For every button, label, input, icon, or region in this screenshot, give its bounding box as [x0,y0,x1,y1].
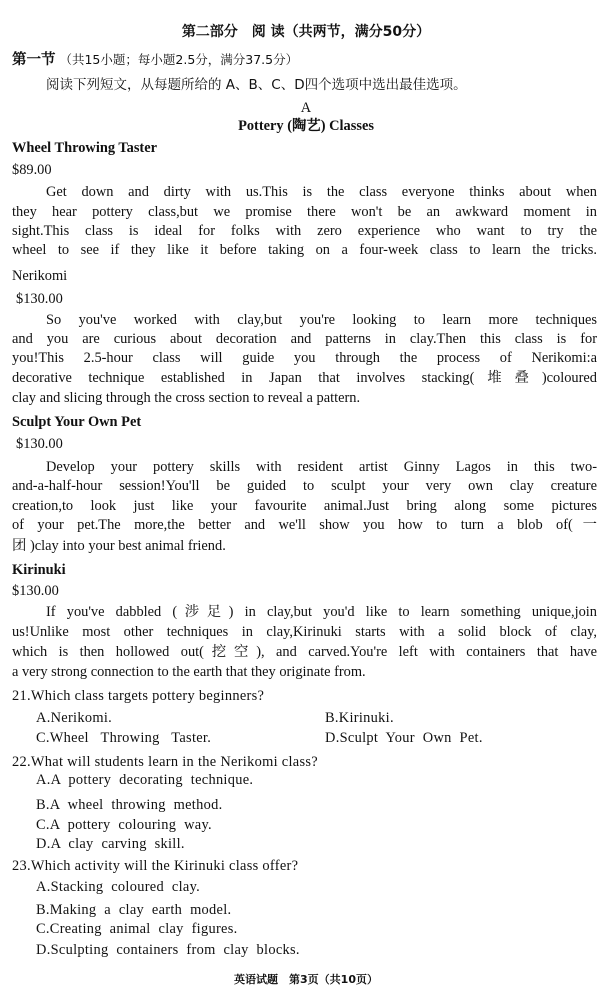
class-text-line: you!This 2.5-hour class will guide you through the process of Nerikomi:a [12,350,597,366]
class-name: Sculpt Your Own Pet [12,414,142,430]
class-text-line: So you've worked with clay,but you're looking to learn more techniques [46,312,597,328]
class-text-line: 团 )clay into your best animal friend. [12,538,226,554]
class-price: $130.00 [16,291,63,307]
question-option: B.A wheel throwing method. [36,797,223,813]
question-option: C.Wheel Throwing Taster. [36,730,212,746]
question-option: B.Making a clay earth model. [36,902,232,918]
part-heading [12,50,298,70]
section-title: 第二部分 阅 读（共两节，满分50分） [181,24,431,40]
part-note: （共15小题；每小题2.5分，满分37.5分） [59,52,299,67]
page-footer: 英语试题 第3页（共10页） [234,973,378,986]
passage-letter: A [300,100,312,116]
class-text-line: us!Unlike most other techniques in clay,Kirinuki starts with a solid block of clay, [12,624,597,640]
class-text-line: sight.This class is ideal for folks with zero experience who want to try the [12,223,597,239]
class-price: $89.00 [12,162,52,178]
class-text-line: Develop your pottery skills with resident artist Ginny Lagos in this two- [46,459,597,475]
class-name: Kirinuki [12,562,66,578]
question-option: C.A pottery colouring way. [36,817,212,833]
class-text-line: which is then hollowed out(挖空), and carved.You're left with containers that have [12,644,597,660]
question-option: C.Creating animal clay figures. [36,921,238,937]
question-option: D.Sculpting containers from clay blocks. [36,942,300,958]
class-text-line: Get down and dirty with us.This is the class everyone thinks about when [46,184,597,200]
class-text-line: they hear pottery class,but we promise there won't be an awkward moment in [12,204,597,220]
instruction: 阅读下列短文，从每题所给的 A、B、C、D四个选项中选出最佳选项。 [46,77,467,93]
class-price: $130.00 [12,583,59,599]
class-text-line: and-a-half-hour session!You'll be guided to sculpt your very own clay creature [12,478,597,494]
class-text-line: wheel to see if they like it before taking on a four-week class to learn the tricks. [12,242,597,258]
question-option: B.Kirinuki. [325,710,394,726]
class-name: Nerikomi [12,268,68,284]
question-option: A.Stacking coloured clay. [36,879,201,895]
class-price: $130.00 [16,436,63,452]
class-text-line: creation,to look just like your favourite animal.Just bring along some pictures [12,498,597,514]
question-stem: 21.Which class targets pottery beginners? [12,688,265,704]
class-text-line: decorative technique established in Japan that involves stacking(堆叠)coloured [12,370,597,386]
class-name: Wheel Throwing Taster [12,140,157,156]
class-text-line: If you've dabbled (涉足) in clay,but you'd like to learn something unique,join [46,604,597,620]
passage-title: Pottery (陶艺) Classes [238,118,374,134]
question-option: A.Nerikomi. [36,710,113,726]
class-text-line: of your pet.The more,the better and we'll show you how to turn a blob of(一 [12,517,597,533]
part-label: 第一节 [12,52,56,68]
question-option: A.A pottery decorating technique. [36,772,254,788]
class-text-line: and you are curious about decoration and patterns in clay.Then this class is for [12,331,597,347]
question-option: D.Sculpt Your Own Pet. [325,730,483,746]
question-option: D.A clay carving skill. [36,836,185,852]
class-text-line: a very strong connection to the earth that they originate from. [12,664,366,680]
question-stem: 23.Which activity will the Kirinuki class offer? [12,858,299,874]
question-stem: 22.What will students learn in the Nerikomi class? [12,754,318,770]
class-text-line: clay and slicing through the cross section to reveal a pattern. [12,390,361,406]
